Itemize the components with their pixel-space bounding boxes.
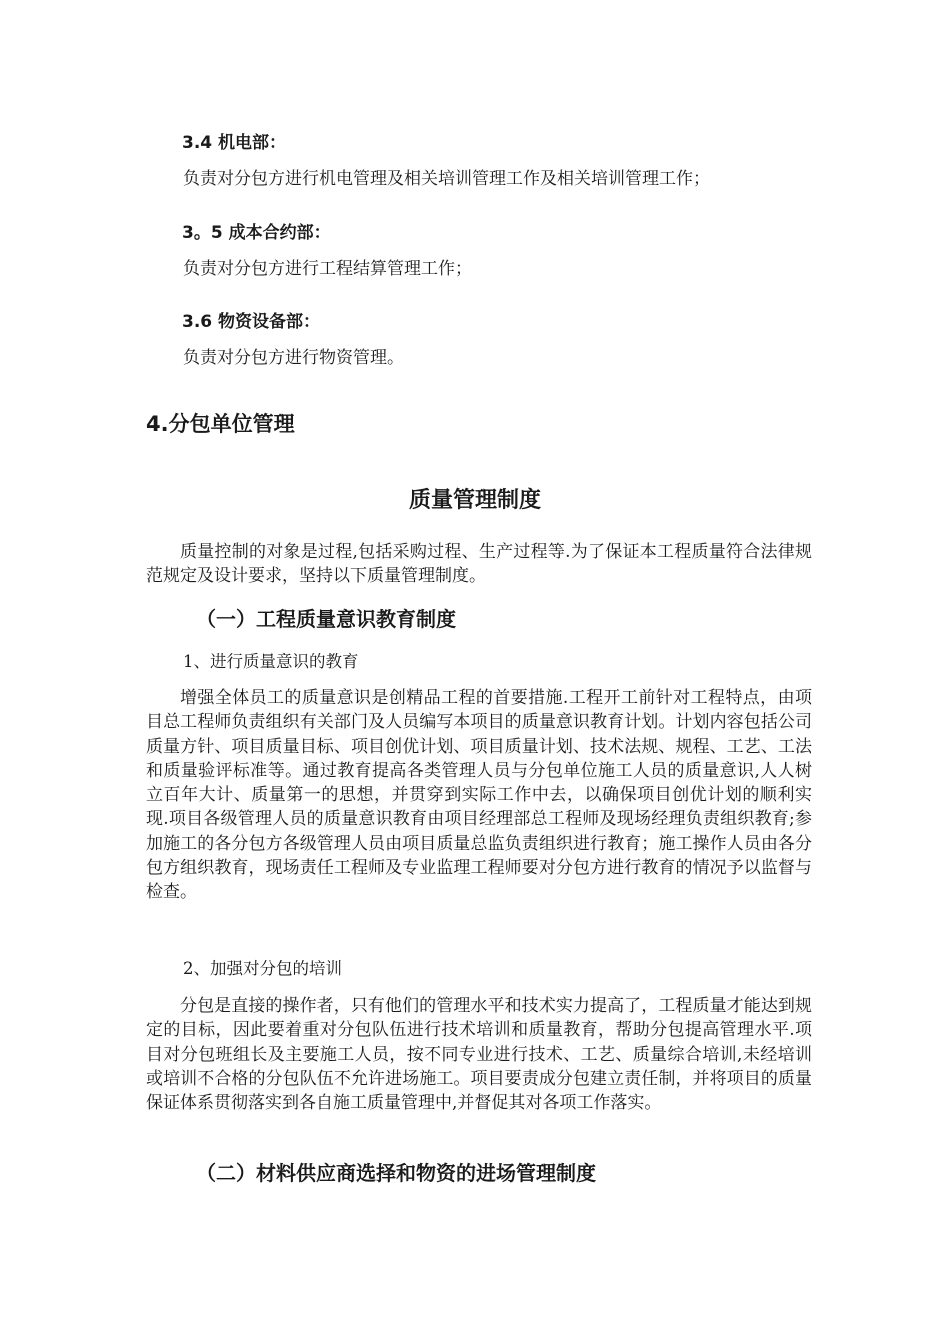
dept-3-5-heading: 3。5 成本合约部： bbox=[182, 223, 331, 243]
item-1-body: 增强全体员工的质量意识是创精品工程的首要措施.工程开工前针对工程特点，由项目总工程师负责组织有关部门及人员编写本项目的质量意识教育计划。计划内容包括公司质量方针、项目质量目标、项目创优计划、项目质量计划、技术法规、规程、工艺、工法和质量验评标准等。通过教育提高各类管理人员与分包单位施工人员的质量意识,人人树立百年大计、质量第一的思想，并贯穿到实际工作中去，以确保项目创优计划的顺利实现.项目各级管理人员的质量意识教育由项目经理部总工程师及现场经理负责组织教育;参加施工的各分包方各级管理人员由项目质量总监负责组织进行教育；施工操作人员由各分包方组织教育，现场责任工程师及专业监理工程师要对分包方进行教育的情况予以监督与检查。 bbox=[146, 688, 812, 903]
dept-3-4-heading: 3.4 机电部： bbox=[182, 133, 287, 153]
dept-3-6-body: 负责对分包方进行物资管理。 bbox=[183, 348, 404, 368]
item-2-body: 分包是直接的操作者，只有他们的管理水平和技术实力提高了，工程质量才能达到规定的目标，因此要着重对分包队伍进行技术培训和质量教育，帮助分包提高管理水平.项目对分包班组长及主要施工人员，按不同专业进行技术、工艺、质量综合培训,未经培训或培训不合格的分包队伍不允许进场施工。项目要责成分包建立责任制，并将项目的质量保证体系贯彻落实到各自施工质量管理中,并督促其对各项工作落实。 bbox=[146, 996, 812, 1114]
chapter-2-heading: （二）材料供应商选择和物资的进场管理制度 bbox=[196, 1161, 596, 1185]
document-title: 质量管理制度 bbox=[408, 488, 541, 513]
intro-paragraph: 质量控制的对象是过程,包括采购过程、生产过程等.为了保证本工程质量符合法律规范规定及设计要求，坚持以下质量管理制度。 bbox=[146, 542, 812, 587]
item-2-heading: 2、加强对分包的培训 bbox=[183, 959, 342, 978]
chapter-1-heading: （一）工程质量意识教育制度 bbox=[196, 607, 456, 631]
section-4-heading: 4.分包单位管理 bbox=[146, 412, 295, 436]
dept-3-5-body: 负责对分包方进行工程结算管理工作； bbox=[183, 259, 472, 279]
item-1-heading: 1、进行质量意识的教育 bbox=[183, 652, 359, 671]
dept-3-6-heading: 3.6 物资设备部： bbox=[182, 312, 321, 332]
dept-3-4-body: 负责对分包方进行机电管理及相关培训管理工作及相关培训管理工作； bbox=[183, 169, 710, 189]
